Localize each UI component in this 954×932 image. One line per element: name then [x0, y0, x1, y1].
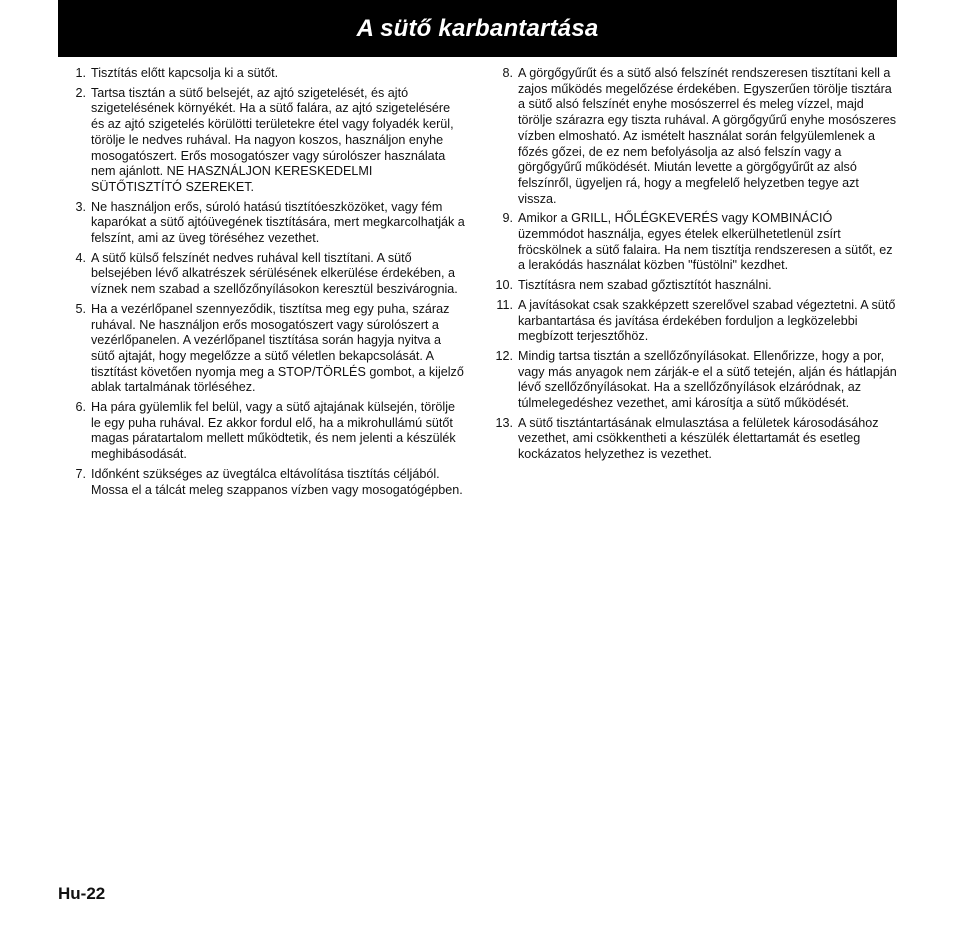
page-number: Hu-22: [58, 884, 106, 903]
list-item: [66, 467, 466, 498]
left-column: [66, 66, 466, 502]
item-number: 9.: [502, 211, 513, 226]
item-number: 13.: [495, 415, 513, 430]
item-text: Tartsa tisztán a sütő belsejét, az ajtó szigetelését, és ajtó szigetelésének környékét. Ha a sütő falára, az ajtó szigetelésére és az ajtó szigetelés körülötti területekre étel vagy folyadék kerül, törölje le nedves ruhával. Ha nagyon koszos, használjon enyhe mosogatószert. Erős mosogatószer vagy súrolószer használata nem ajánlott. NE HASZNÁLJON KERESKEDELMI SÜTŐTISZTÍTÓ SZEREKET.: [91, 85, 454, 194]
item-text: Tisztításra nem szabad gőztisztítót használni.: [518, 278, 772, 293]
list-item: [66, 302, 466, 396]
item-number: 1.: [75, 66, 86, 80]
item-text: A görgőgyűrűt és a sütő alsó felszínét rendszeresen tisztítani kell a zajos működés megelőzése érdekében. Egyszerűen törölje tisztára a sütő alsó felszínét enyhe mosószerrel és meleg vízzel, majd törölje szárazra egy tiszta ruhával. A görgőgyűrű enyhe mosószeres vízben elmosható. Az ismételt használat során felgyülemlenek a főzés gőzei, de ez nem befolyásolja az alsó felszín vagy a görgőgyűrű működését. Miután levette a görgőgyűrűt az alsó felszínről, ügyeljen rá, hogy a megfelelő helyzetben tegye azt vissza.: [518, 66, 897, 206]
item-number: 7.: [75, 466, 86, 481]
item-text: Ha pára gyülemlik fel belül, vagy a sütő ajtajának külsején, törölje le egy puha ruhával. Ez akkor fordul elő, ha a mikrohullámú sütőt magas páratartalom mellett működtetik, és nem jelenti a készülék meghibásodását.: [91, 400, 456, 462]
item-number: 4.: [75, 250, 86, 265]
item-text: Ne használjon erős, súroló hatású tisztítóeszközöket, vagy fém kaparókat a sütő ajtóüvegének tisztítására, mert megkarcolhatják a felszínt, ami az üveg töréséhez vezethet.: [91, 199, 465, 246]
item-number: 11.: [496, 297, 513, 312]
item-text: Amikor a GRILL, HŐLÉGKEVERÉS vagy KOMBINÁCIÓ üzemmódot használja, egyes ételek elkerülhetetlenül zsírt fröcskölnek a sütő falaira. Ha nem tisztítja rendszeresen a sütőt, ez a lerakódás használat közben "füstölni" kezdhet.: [518, 211, 893, 273]
page-title: A sütő karbantartása: [356, 15, 599, 42]
page-header: [58, 0, 897, 57]
item-text: A sütő külső felszínét nedves ruhával kell tisztítani. A sütő belsejében lévő alkatrészek sérülésének elkerülése érdekében, a víznek nem szabad a szellőzőnyílásokon keresztül beszivárognia.: [91, 250, 458, 297]
item-number: 2.: [75, 85, 86, 100]
list-item: [485, 416, 897, 463]
item-number: 6.: [75, 400, 86, 415]
item-text: A sütő tisztántartásának elmulasztása a felületek károsodásához vezethet, ami csökkentheti a készülék élettartamát és esetleg kockázatos helyzethez is vezethet.: [518, 415, 879, 462]
list-item: [485, 211, 897, 274]
list-item: [485, 278, 897, 294]
item-number: 10.: [495, 278, 513, 293]
item-number: 5.: [75, 301, 86, 316]
item-number: 12.: [495, 348, 513, 363]
list-item: [66, 200, 466, 247]
list-item: [66, 66, 466, 82]
item-number: 3.: [75, 199, 86, 214]
list-item: [66, 400, 466, 463]
item-number: 8.: [502, 66, 513, 80]
list-item: [66, 251, 466, 298]
list-item: [485, 66, 897, 207]
list-item: [485, 349, 897, 412]
right-column: [485, 66, 897, 467]
item-text: Ha a vezérlőpanel szennyeződik, tisztítsa meg egy puha, száraz ruhával. Ne használjon erős mosogatószert vagy súrolószert a vezérlőpanelen. A vezérlőpanel tisztítása során hagyja nyitva a sütő ajtaját, hogy megelőzze a sütő véletlen bekapcsolását. A tisztítást követően nyomja meg a STOP/TÖRLÉS gombot, a kijelző ablak tartalmának törléséhez.: [91, 301, 464, 395]
item-text: Mindig tartsa tisztán a szellőzőnyílásokat. Ellenőrizze, hogy a por, vagy más anyagok nem zárják-e el a sütő tetején, alján és hátlapján lévő szellőzőnyílásokat. Ha a szellőzőnyílások elzáródnak, az túlmelegedéshez vezethet, ami károsítja a sütő működését.: [518, 348, 897, 411]
list-item: [66, 86, 466, 196]
item-text: A javításokat csak szakképzett szerelővel szabad végeztetni. A sütő karbantartása és javítása érdekében forduljon a legközelebbi megbízott terjesztőhöz.: [518, 297, 896, 344]
list-item: [485, 298, 897, 345]
item-text: Tisztítás előtt kapcsolja ki a sütőt.: [91, 66, 279, 80]
item-text: Időnként szükséges az üvegtálca eltávolítása tisztítás céljából. Mossa el a tálcát meleg szappanos vízben vagy mosogatógépben.: [91, 466, 463, 497]
